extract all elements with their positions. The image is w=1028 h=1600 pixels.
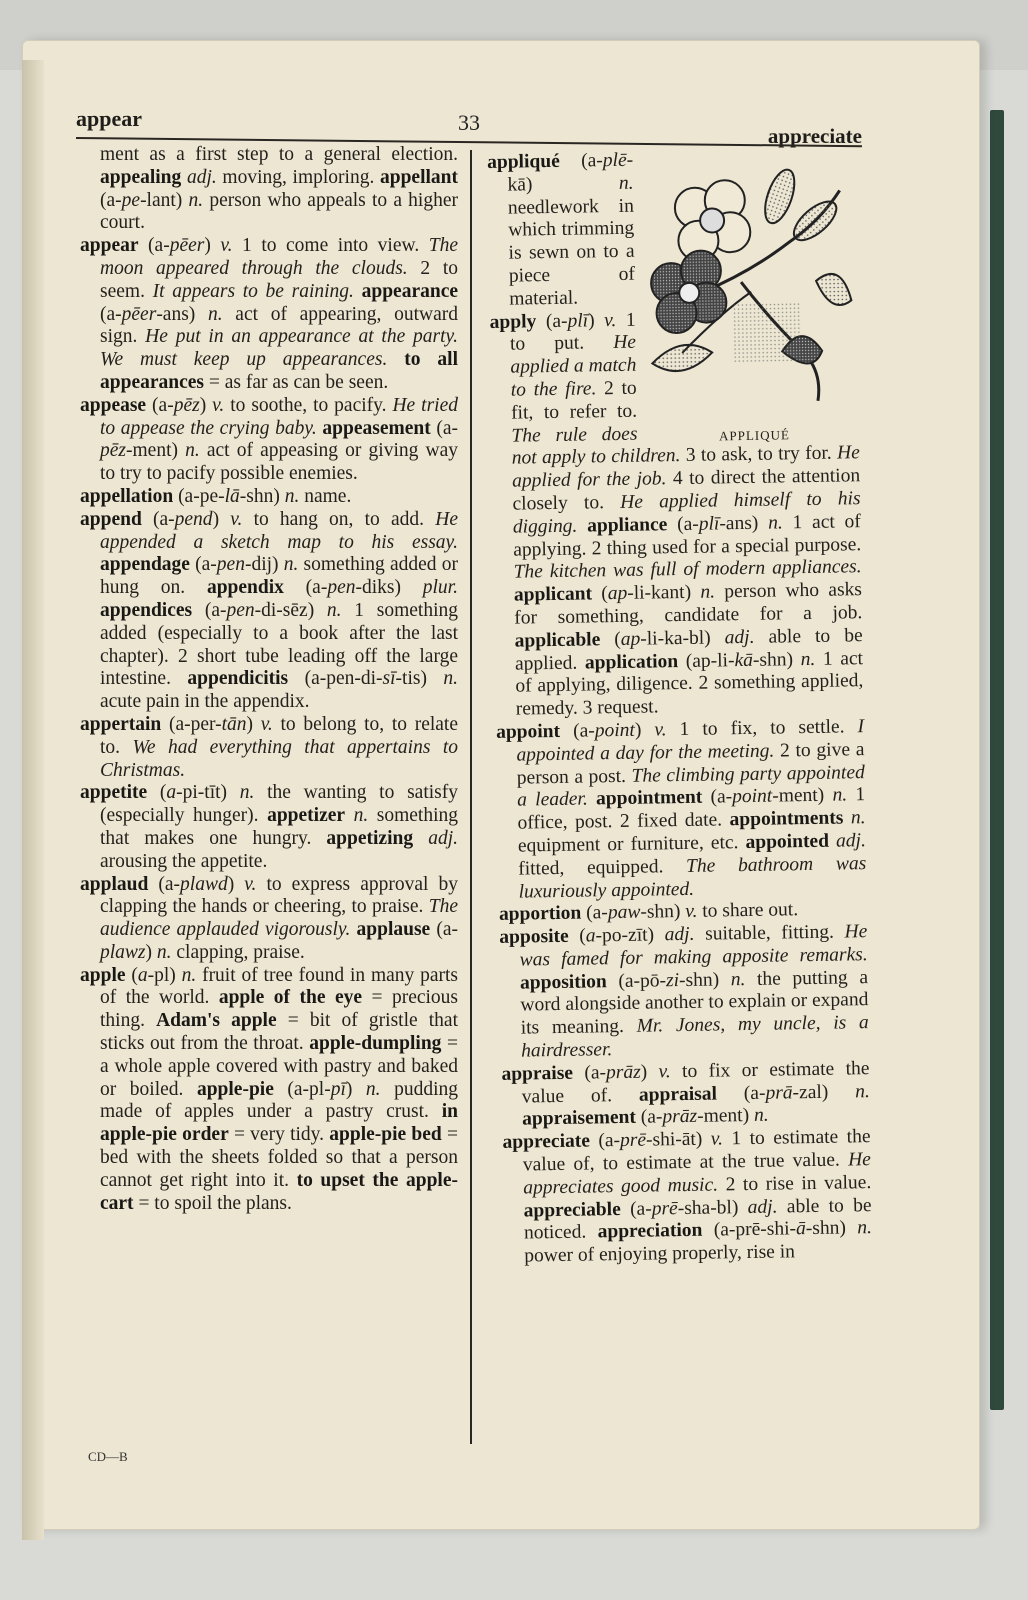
- entry: apposite (a-po-zīt) adj. suitable, fitting. He was famed for making apposite remarks. apposition (a-pō-zi-shn) n. the putting a word alongside another to explain or expand its meaning. Mr. Jones, my uncle, is a hairdresser.: [499, 921, 869, 1062]
- entry: appetite (a-pi-tīt) n. the wanting to satisfy (especially hunger). appetizer n. something that makes one hungry. appetizing adj. arousing the appetite.: [80, 782, 459, 872]
- illustration-caption: APPLIQUÉ: [718, 427, 791, 444]
- entry: apportion (a-paw-shn) v. to share out.: [498, 899, 799, 926]
- applique-flower-icon: [639, 150, 865, 415]
- entry: appreciate (a-prē-shi-āt) v. 1 to estimate the value of, to estimate at the true value. He appreciates good music. 2 to rise in value. appreciable (a-prē-sha-bl) adj. able to be noticed. appreciation (a-prē-shi-ā-shn) n. power of enjoying properly, rise in: [502, 1126, 873, 1267]
- entry: appoint (a-point) v. 1 to fix, to settle. I appointed a day for the meeting. 2 to give a person a post. The climbing party appointed a leader. appointment (a-point-ment) n. 1 office, post. 2 fixed date. appointments n. equipment or furniture, etc. appointed adj. fitted, equipped. The bathroom was luxuriously appointed.: [495, 716, 867, 903]
- entry: appertain (a-per-tān) v. to belong to, to relate to. We had everything that appertains to Christmas.: [80, 713, 459, 781]
- entry: appease (a-pēz) v. to soothe, to pacify. He tried to appease the crying baby. appeasement (a-pēz-ment) n. act of appeasing or giving way to try to pacify possible enemies.: [80, 394, 458, 485]
- right-column: [487, 146, 873, 1269]
- entry: appraise (a-prāz) v. to fix or estimate the value of. appraisal (a-prā-zal) n. appraisement (a-prāz-ment) n.: [501, 1057, 870, 1131]
- column-divider: [470, 150, 472, 1444]
- header-last-word: appreciate: [767, 124, 862, 148]
- entry: appliqué (a-plē-kā) n. needlework in which trimming is sewn on to a piece of material.: [487, 149, 636, 310]
- header-first-word: appear: [76, 106, 142, 131]
- entry: ment as a first step to a general election. appealing adj. moving, imploring. appellant (a-pe-lant) n. person who appeals to a higher court.: [100, 144, 459, 234]
- page-number: 33: [458, 110, 480, 135]
- entry: apple (a-pl) n. fruit of tree found in many parts of the world. apple of the eye = precious thing. Adam's apple = bit of gristle that sticks out from the throat. apple-dumpling = a whole apple covered with pastry and baked or boiled. apple-pie (a-pl-pī) n. pudding made of apples under a pastry crust. in apple-pie order = very tidy. apple-pie bed = bed with the sheets folded so that a person cannot get right into it. to upset the apple-cart = to spoil the plans.: [80, 964, 459, 1214]
- entry: append (a-pend) v. to hang on, to add. He appended a sketch map to his essay. appendage (a-pen-dij) n. something added or hung on. appendix (a-pen-diks) plur. appendices (a-pen-di-sēz) n. 1 something added (especially to a book after the last chapter). 2 short tube leading off the large intestine. appendicitis (a-pen-di-sī-tis) n. acute pain in the appendix.: [80, 508, 458, 713]
- entry: appear (a-pēer) v. 1 to come into view. The moon appeared through the clouds. 2 to seem. It appears to be raining. appearance (a-pēer-ans) n. act of appearing, outward sign. He put in an appearance at the party. We must keep up appearances. to all appearances = as far as can be seen.: [80, 235, 458, 393]
- entry: apply (a-plī) v. 1 to put. He applied a match to the fire. 2 to fit, to refer to. The rule does not apply to children. 3 to ask, to try for. He applied for the job. 4 to direct the attention closely to. He applied himself to his digging. appliance (a-plī-ans) n. 1 act of applying. 2 thing used for a special purpose. The kitchen was full of modern appliances. applicant (ap-li-kant) n. person who asks for something, candidate for a job. applicable (ap-li-ka-bl) adj. able to be applied. application (ap-li-kā-shn) n. 1 act of applying, diligence. 2 something applied, remedy. 3 request.: [489, 309, 864, 720]
- left-column: [80, 144, 458, 1215]
- entry: applaud (a-plawd) v. to express approval by clapping the hands or cheering, to praise. The audience applauded vigorously. applause (a-plawz) n. clapping, praise.: [80, 873, 458, 963]
- page-gutter: [22, 60, 44, 1540]
- applique-illustration: [639, 150, 866, 443]
- signature-mark: CD—B: [88, 1449, 128, 1464]
- book-cover-edge: [990, 110, 1004, 1410]
- entry: appellation (a-pe-lā-shn) n. name.: [80, 485, 352, 507]
